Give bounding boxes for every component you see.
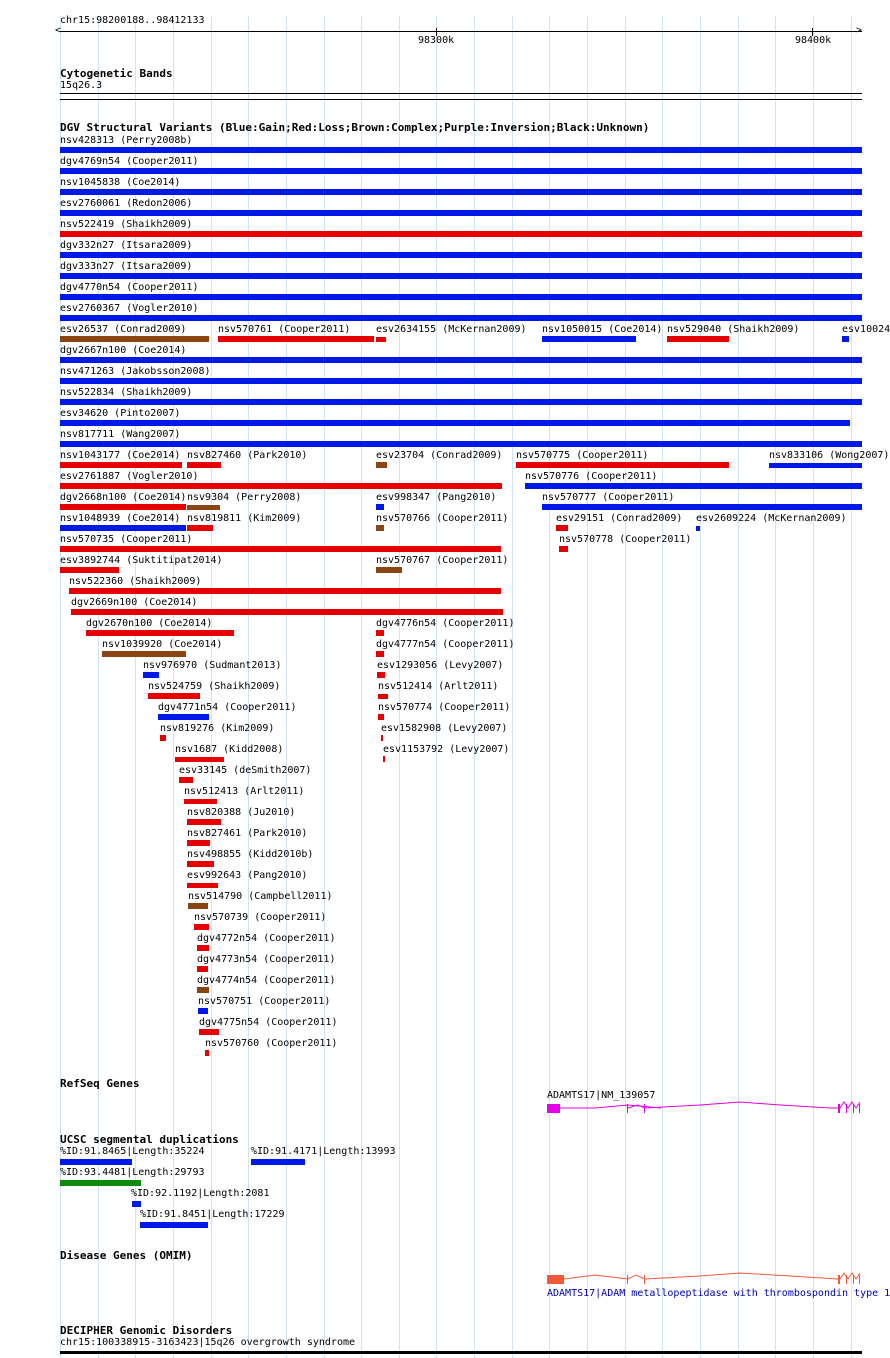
gridline [851, 16, 852, 1358]
dgv-variant-label: dgv4772n54 (Cooper2011) [197, 933, 336, 944]
dgv-variant-label: nsv819276 (Kim2009) [160, 723, 275, 734]
dgv-variant-label: nsv522360 (Shaikh2009) [69, 576, 202, 587]
dgv-variant-bar[interactable] [60, 315, 862, 321]
track-title-decipher[interactable]: DECIPHER Genomic Disorders [60, 1324, 233, 1337]
dgv-variant-label: esv2760367 (Vogler2010) [60, 303, 199, 314]
dgv-variant-bar[interactable] [376, 651, 384, 657]
dgv-variant-label: nsv524759 (Shaikh2009) [148, 681, 281, 692]
dgv-variant-label: nsv1043177 (Coe2014) [60, 450, 181, 461]
dgv-variant-bar[interactable] [184, 799, 217, 804]
dgv-variant-bar[interactable] [383, 756, 385, 762]
ruler-tick-label: 98300k [418, 35, 455, 46]
dgv-variant-bar[interactable] [194, 924, 209, 930]
segdup-label: %ID:93.4481|Length:29793 [60, 1167, 205, 1178]
dgv-variant-label: dgv4771n54 (Cooper2011) [158, 702, 297, 713]
gridline [625, 16, 626, 1358]
dgv-variant-bar[interactable] [60, 483, 502, 489]
track-title-omim[interactable]: Disease Genes (OMIM) [60, 1249, 193, 1262]
dgv-variant-label: esv26537 (Conrad2009) [60, 324, 187, 335]
segdup-label: %ID:91.8451|Length:17229 [140, 1209, 285, 1220]
dgv-variant-label: esv2609224 (McKernan2009) [696, 513, 847, 524]
segdup-label: %ID:91.8465|Length:35224 [60, 1146, 205, 1157]
dgv-variant-bar[interactable] [175, 757, 224, 762]
ruler-tick-label: 98400k [795, 35, 832, 46]
dgv-variant-label: esv34620 (Pinto2007) [60, 408, 181, 419]
dgv-variant-label: nsv512413 (Arlt2011) [184, 786, 305, 797]
dgv-variant-bar[interactable] [188, 903, 208, 909]
dgv-variant-bar[interactable] [60, 294, 862, 300]
refseq-gene-label: ADAMTS17|NM_139057 [547, 1090, 656, 1101]
dgv-variant-bar[interactable] [381, 735, 383, 741]
dgv-variant-bar[interactable] [187, 505, 220, 510]
dgv-variant-bar[interactable] [205, 1050, 209, 1056]
dgv-variant-label: esv1293056 (Levy2007) [377, 660, 504, 671]
dgv-variant-label: esv1153792 (Levy2007) [383, 744, 510, 755]
dgv-variant-bar[interactable] [86, 630, 234, 636]
omim-gene-label[interactable]: ADAMTS17|ADAM metallopeptidase with thrombospondin type 1 [547, 1288, 890, 1299]
dgv-variant-label: nsv817711 (Wang2007) [60, 429, 181, 440]
segdup-label: %ID:91.4171|Length:13993 [251, 1146, 396, 1157]
dgv-variant-bar[interactable] [198, 1008, 208, 1014]
dgv-variant-bar[interactable] [143, 672, 159, 678]
dgv-variant-label: dgv4773n54 (Cooper2011) [197, 954, 336, 965]
gridline [775, 16, 776, 1358]
dgv-variant-bar[interactable] [769, 463, 862, 468]
dgv-variant-label: nsv9304 (Perry2008) [187, 492, 302, 503]
dgv-variant-label: nsv570776 (Cooper2011) [525, 471, 658, 482]
dgv-variant-bar[interactable] [542, 504, 862, 510]
dgv-variant-label: nsv570751 (Cooper2011) [198, 996, 331, 1007]
dgv-variant-bar[interactable] [60, 504, 186, 510]
dgv-variant-bar[interactable] [218, 336, 374, 342]
omim-gene-model[interactable] [540, 1270, 870, 1290]
dgv-variant-bar[interactable] [158, 714, 209, 720]
dgv-variant-label: nsv570766 (Cooper2011) [376, 513, 509, 524]
ruler-axis-line [60, 31, 862, 32]
gridline [549, 16, 550, 1358]
dgv-variant-bar[interactable] [516, 462, 729, 468]
dgv-variant-bar[interactable] [542, 336, 636, 342]
segdup-bar[interactable] [132, 1201, 141, 1207]
dgv-variant-label: nsv498855 (Kidd2010b) [187, 849, 314, 860]
dgv-variant-label: nsv820388 (Ju2010) [187, 807, 296, 818]
dgv-variant-label: nsv976970 (Sudmant2013) [143, 660, 282, 671]
dgv-variant-bar[interactable] [197, 987, 209, 993]
dgv-variant-bar[interactable] [525, 483, 862, 489]
dgv-variant-label: dgv2667n100 (Coe2014) [60, 345, 187, 356]
dgv-variant-bar[interactable] [60, 441, 862, 447]
dgv-variant-bar[interactable] [60, 525, 186, 531]
dgv-variant-label: esv2634155 (McKernan2009) [376, 324, 527, 335]
gridline [738, 16, 739, 1358]
dgv-variant-label: nsv529040 (Shaikh2009) [667, 324, 800, 335]
dgv-variant-bar[interactable] [376, 462, 387, 468]
dgv-variant-label: esv1582908 (Levy2007) [381, 723, 508, 734]
dgv-variant-label: esv23704 (Conrad2009) [376, 450, 503, 461]
dgv-variant-bar[interactable] [60, 210, 862, 216]
dgv-variant-label: dgv2670n100 (Coe2014) [86, 618, 213, 629]
dgv-variant-bar[interactable] [60, 378, 862, 384]
dgv-variant-bar[interactable] [160, 735, 166, 741]
cytoband-bar-underline [60, 99, 862, 100]
dgv-variant-bar[interactable] [60, 546, 501, 552]
dgv-variant-bar[interactable] [378, 714, 384, 720]
ruler-arrow-left-icon: < [55, 25, 62, 36]
segdup-bar[interactable] [251, 1159, 305, 1165]
dgv-variant-label: dgv4769n54 (Cooper2011) [60, 156, 199, 167]
dgv-variant-bar[interactable] [377, 672, 385, 678]
dgv-variant-bar[interactable] [376, 504, 384, 510]
cytoband-label: 15q26.3 [60, 80, 103, 91]
dgv-variant-label: nsv1039920 (Coe2014) [102, 639, 223, 650]
dgv-variant-bar[interactable] [102, 651, 186, 657]
dgv-variant-label: nsv522834 (Shaikh2009) [60, 387, 193, 398]
gridline [587, 16, 588, 1358]
dgv-variant-bar[interactable] [378, 694, 388, 699]
dgv-variant-bar[interactable] [60, 357, 862, 363]
dgv-variant-label: esv2760061 (Redon2006) [60, 198, 193, 209]
track-title-segdup[interactable]: UCSC segmental duplications [60, 1133, 239, 1146]
dgv-variant-bar[interactable] [179, 777, 193, 783]
track-title-dgv[interactable]: DGV Structural Variants (Blue:Gain;Red:Loss;Brown:Complex;Purple:Inversion;Black:Unknown) [60, 121, 650, 134]
dgv-variant-label: nsv1050015 (Coe2014) [542, 324, 663, 335]
dgv-variant-label: nsv570777 (Cooper2011) [542, 492, 675, 503]
dgv-variant-bar[interactable] [60, 420, 850, 426]
dgv-variant-bar[interactable] [667, 336, 729, 342]
ruler-arrow-right-icon: > [856, 25, 863, 36]
dgv-variant-label: esv3892744 (Suktitipat2014) [60, 555, 223, 566]
refseq-gene-model[interactable] [540, 1098, 870, 1118]
dgv-variant-bar[interactable] [148, 693, 200, 699]
dgv-variant-bar[interactable] [187, 861, 214, 867]
dgv-variant-label: nsv570767 (Cooper2011) [376, 555, 509, 566]
segdup-bar[interactable] [140, 1222, 208, 1228]
dgv-variant-label: dgv2669n100 (Coe2014) [71, 597, 198, 608]
dgv-variant-label: dgv2668n100 (Coe2014) [60, 492, 187, 503]
dgv-variant-bar[interactable] [60, 168, 862, 174]
gridline [813, 16, 814, 1358]
dgv-variant-label: dgv333n27 (Itsara2009) [60, 261, 193, 272]
dgv-variant-bar[interactable] [559, 546, 568, 552]
dgv-variant-bar[interactable] [60, 336, 209, 342]
dgv-variant-bar[interactable] [60, 231, 862, 237]
dgv-variant-label: nsv570760 (Cooper2011) [205, 1038, 338, 1049]
track-title-refseq[interactable]: RefSeq Genes [60, 1077, 140, 1090]
dgv-variant-bar[interactable] [842, 336, 849, 342]
dgv-variant-label: nsv570774 (Cooper2011) [378, 702, 511, 713]
dgv-variant-label: esv992643 (Pang2010) [187, 870, 308, 881]
dgv-variant-label: dgv332n27 (Itsara2009) [60, 240, 193, 251]
dgv-variant-bar[interactable] [60, 399, 862, 405]
cytoband-bar[interactable] [60, 93, 862, 94]
gridline [700, 16, 701, 1358]
dgv-variant-label: nsv833106 (Wong2007) [769, 450, 890, 461]
dgv-variant-label: nsv1045838 (Coe2014) [60, 177, 181, 188]
decipher-feature-label: chr15:100338915-3163423|15q26 overgrowth syndrome [60, 1337, 356, 1348]
dgv-variant-label: esv2761887 (Vogler2010) [60, 471, 199, 482]
dgv-variant-bar[interactable] [556, 525, 568, 531]
dgv-variant-bar[interactable] [376, 337, 386, 342]
gridline [662, 16, 663, 1358]
dgv-variant-bar[interactable] [376, 525, 384, 531]
dgv-variant-bar[interactable] [187, 525, 213, 531]
dgv-variant-bar[interactable] [60, 567, 119, 573]
dgv-variant-label: nsv827461 (Park2010) [187, 828, 308, 839]
dgv-variant-label: nsv512414 (Arlt2011) [378, 681, 499, 692]
dgv-variant-label: nsv522419 (Shaikh2009) [60, 219, 193, 230]
dgv-variant-bar[interactable] [376, 630, 384, 636]
dgv-variant-label: nsv471263 (Jakobsson2008) [60, 366, 211, 377]
dgv-variant-label: dgv4775n54 (Cooper2011) [199, 1017, 338, 1028]
dgv-variant-label: esv33145 (deSmith2007) [179, 765, 312, 776]
dgv-variant-bar[interactable] [187, 819, 221, 825]
dgv-variant-label: nsv570775 (Cooper2011) [516, 450, 649, 461]
dgv-variant-label: esv998347 (Pang2010) [376, 492, 497, 503]
dgv-variant-bar[interactable] [696, 526, 700, 531]
dgv-variant-label: nsv570735 (Cooper2011) [60, 534, 193, 545]
dgv-variant-label: esv29151 (Conrad2009) [556, 513, 683, 524]
dgv-variant-label: nsv570778 (Cooper2011) [559, 534, 692, 545]
dgv-variant-bar[interactable] [197, 966, 208, 972]
ruler-location-label: chr15:98200188..98412133 [60, 15, 205, 26]
dgv-variant-label: nsv514790 (Campbell2011) [188, 891, 333, 902]
dgv-variant-label: dgv4776n54 (Cooper2011) [376, 618, 515, 629]
dgv-variant-bar[interactable] [197, 945, 209, 951]
dgv-variant-label: esv10024 [842, 324, 890, 335]
dgv-variant-label: dgv4770n54 (Cooper2011) [60, 282, 199, 293]
decipher-feature-bar[interactable] [60, 1351, 862, 1354]
dgv-variant-bar[interactable] [60, 462, 182, 468]
dgv-variant-bar[interactable] [60, 189, 862, 195]
dgv-variant-label: dgv4774n54 (Cooper2011) [197, 975, 336, 986]
dgv-variant-label: nsv428313 (Perry2008b) [60, 135, 193, 146]
dgv-variant-bar[interactable] [187, 883, 218, 888]
dgv-variant-bar[interactable] [71, 609, 503, 615]
gridline [512, 16, 513, 1358]
dgv-variant-bar[interactable] [199, 1029, 219, 1035]
dgv-variant-bar[interactable] [187, 462, 221, 468]
dgv-variant-bar[interactable] [187, 840, 210, 846]
segdup-label: %ID:92.1192|Length:2081 [131, 1188, 270, 1199]
dgv-variant-label: nsv1687 (Kidd2008) [175, 744, 284, 755]
segdup-bar[interactable] [60, 1180, 141, 1186]
dgv-variant-label: nsv827460 (Park2010) [187, 450, 308, 461]
dgv-variant-bar[interactable] [60, 273, 862, 279]
dgv-variant-label: dgv4777n54 (Cooper2011) [376, 639, 515, 650]
dgv-variant-bar[interactable] [376, 567, 402, 573]
dgv-variant-bar[interactable] [69, 588, 501, 594]
dgv-variant-label: nsv570739 (Cooper2011) [194, 912, 327, 923]
dgv-variant-bar[interactable] [60, 252, 862, 258]
track-title-cytobands[interactable]: Cytogenetic Bands [60, 67, 173, 80]
dgv-variant-bar[interactable] [60, 147, 862, 153]
segdup-bar[interactable] [60, 1159, 132, 1165]
dgv-variant-label: nsv819811 (Kim2009) [187, 513, 302, 524]
dgv-variant-label: nsv1048939 (Coe2014) [60, 513, 181, 524]
dgv-variant-label: nsv570761 (Cooper2011) [218, 324, 351, 335]
